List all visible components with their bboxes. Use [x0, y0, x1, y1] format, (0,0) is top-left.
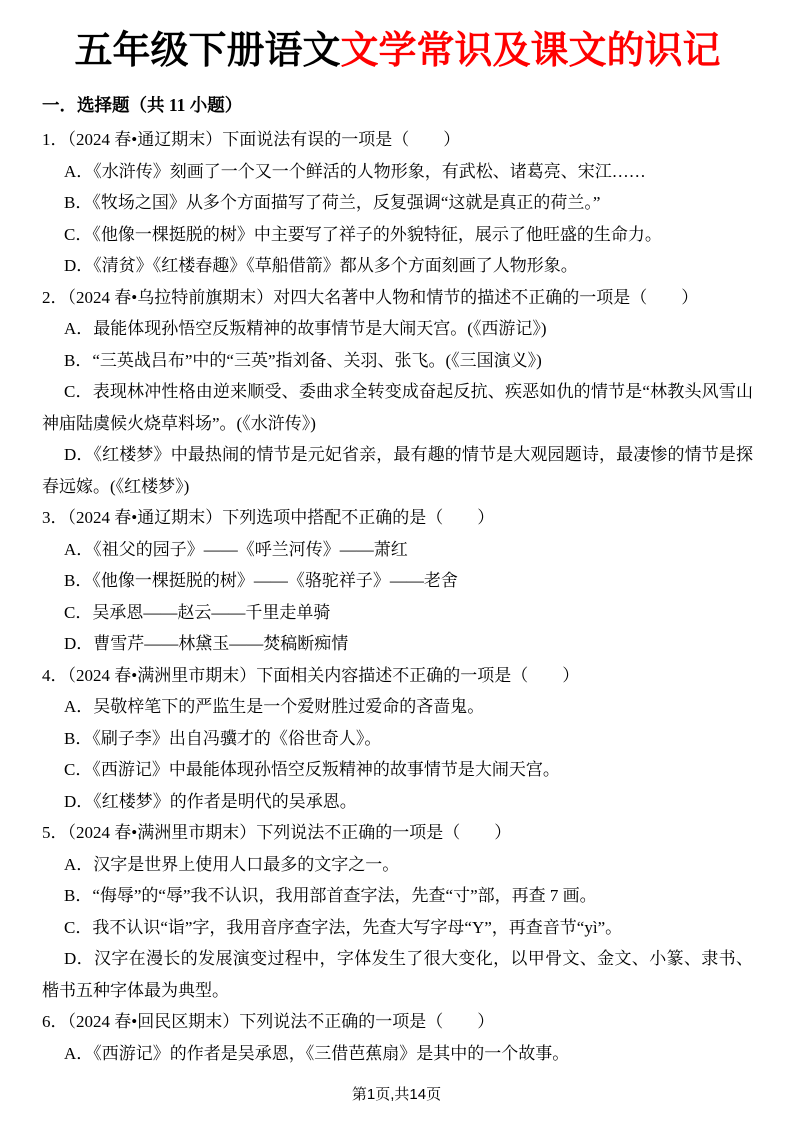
question-4-option-a: A．吴敬梓笔下的严监生是一个爱财胜过爱命的吝啬鬼。: [64, 697, 485, 716]
question-5: [42, 817, 753, 1006]
question-5-option-d: D．汉字在漫长的发展演变过程中，字体发生了很大变化，以甲骨文、金文、小篆、隶书、楷书五种字体最为典型。: [42, 949, 753, 1000]
section-heading: 一．选择题（共 11 小题）: [42, 95, 243, 115]
question-3-option-c: C．吴承恩——赵云——千里走单骑: [64, 602, 331, 622]
question-6-stem: 6．（2024 春•回民区期末）下列说法不正确的一项是（ ）: [42, 1012, 495, 1031]
question-4-option-c: C．《西游记》中最能体现孙悟空反叛精神的故事情节是大闹天宫。: [64, 760, 560, 779]
question-2-option-d: D．《红楼梦》中最热闹的情节是元妃省亲，最有趣的情节是大观园题诗，最凄惨的情节是探春远嫁。(《红楼梦》): [42, 445, 753, 496]
question-4-stem: 4．（2024 春•满洲里市期末）下面相关内容描述不正确的一项是（ ）: [42, 665, 580, 685]
question-5-option-a: A．汉字是世界上使用人口最多的文字之一。: [64, 854, 400, 874]
page-title: [42, 26, 753, 76]
question-2-option-a: A．最能体现孙悟空反叛精神的故事情节是大闹天宫。(《西游记》): [64, 319, 547, 338]
title-red-part: 文学常识及课文的识记: [340, 30, 721, 72]
question-3-stem: 3．（2024 春•通辽期末）下列选项中搭配不正确的是（ ）: [42, 508, 495, 527]
question-3-option-b: B．《他像一棵挺脱的树》——《骆驼祥子》——老舍: [64, 571, 458, 590]
question-4-option-d: D．《红楼梦》的作者是明代的吴承恩。: [64, 791, 357, 811]
question-5-option-c: C．我不认识“诣”字，我用音序查字法，先查大写字母“Y”，再查音节“yì”。: [64, 917, 623, 937]
question-3-option-a: A．《祖父的园子》——《呼兰河传》——萧红: [64, 539, 408, 559]
question-4-option-b: B．《刷子李》出自冯骥才的《俗世奇人》。: [64, 728, 382, 748]
title-black-part: 五年级下册语文: [74, 30, 341, 72]
question-1: [42, 124, 753, 282]
question-2-stem: 2．（2024 春•乌拉特前旗期末）对四大名著中人物和情节的描述不正确的一项是（ ）: [42, 287, 699, 307]
question-2-option-b: B．“三英战吕布”中的“三英”指刘备、关羽、张飞。(《三国演义》): [64, 350, 542, 370]
question-1-option-b: B．《牧场之国》从多个方面描写了荷兰，反复强调“这就是真正的荷兰。”: [64, 193, 601, 212]
page-number-indicator: 第1页,共14页: [351, 1086, 442, 1103]
question-1-stem: 1．（2024 春•通辽期末）下面说法有误的一项是（ ）: [42, 130, 461, 149]
question-4: [42, 660, 753, 818]
question-5-option-b: B．“侮辱”的“辱”我不认识，我用部首查字法，先查“寸”部，再查 7 画。: [64, 886, 597, 905]
question-6: [42, 1006, 753, 1069]
question-2: [42, 282, 753, 503]
question-1-option-c: C．《他像一棵挺脱的树》中主要写了祥子的外貌特征，展示了他旺盛的生命力。: [64, 224, 662, 244]
question-2-option-c: C．表现林冲性格由逆来顺受、委曲求全转变成奋起反抗、疾恶如仇的情节是“林教头风雪山神庙陆虞候火烧草料场”。(《水浒传》): [42, 382, 753, 433]
question-1-option-a: A．《水浒传》刻画了一个又一个鲜活的人物形象，有武松、诸葛亮、宋江……: [64, 161, 646, 181]
page-footer: [0, 1086, 793, 1104]
question-6-option-a: A．《西游记》的作者是吴承恩，《三借芭蕉扇》是其中的一个故事。: [64, 1043, 570, 1063]
question-list: [42, 124, 753, 1069]
question-3: [42, 502, 753, 660]
question-5-stem: 5．（2024 春•满洲里市期末）下列说法不正确的一项是（ ）: [42, 823, 512, 842]
question-3-option-d: D．曹雪芹——林黛玉——焚稿断痴情: [64, 634, 349, 653]
question-1-option-d: D．《清贫》《红楼春趣》《草船借箭》都从多个方面刻画了人物形象。: [64, 256, 578, 275]
